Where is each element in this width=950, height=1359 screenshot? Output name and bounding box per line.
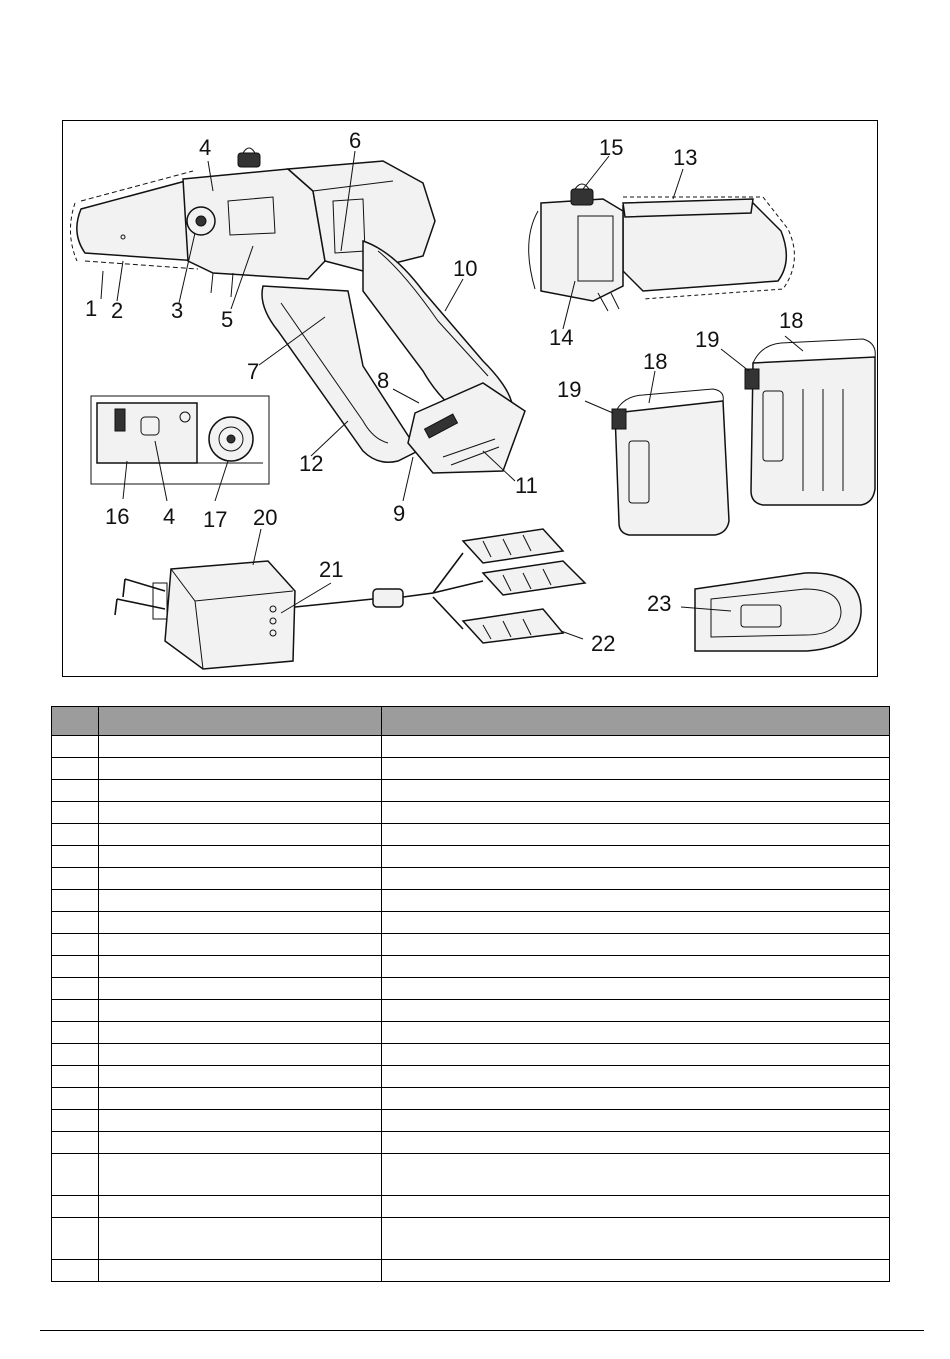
table-row [52,1088,890,1110]
cell-number [52,846,99,868]
cell-name [99,1000,382,1022]
cell-name [99,934,382,956]
cell-description [382,890,890,912]
cell-description [382,1088,890,1110]
cell-description [382,1066,890,1088]
table-row [52,1110,890,1132]
table-header-row [52,707,890,736]
table-row [52,824,890,846]
cell-number [52,802,99,824]
charger-and-adapter [115,529,585,669]
cell-number [52,956,99,978]
callout-21: 21 [319,557,344,582]
cell-description [382,1022,890,1044]
table-row [52,758,890,780]
cell-description [382,780,890,802]
cell-number [52,912,99,934]
cell-description [382,912,890,934]
callout-14: 14 [549,325,574,350]
cell-number [52,758,99,780]
table-row [52,736,890,758]
cell-number [52,1044,99,1066]
callout-16: 16 [105,504,130,529]
table-row [52,1260,890,1282]
cell-description [382,1132,890,1154]
cell-name [99,1218,382,1260]
cell-description [382,934,890,956]
callout-2: 2 [111,298,124,323]
cell-description [382,956,890,978]
callout-10: 10 [453,256,478,281]
cell-description [382,736,890,758]
callout-12: 12 [299,451,324,476]
table-row [52,890,890,912]
footer-divider [40,1330,924,1331]
cell-name [99,1132,382,1154]
cell-number [52,890,99,912]
callout-4-top: 4 [199,135,212,160]
cell-description [382,1000,890,1022]
cell-number [52,1088,99,1110]
cell-name [99,846,382,868]
table-row [52,1066,890,1088]
callout-19-right: 19 [695,327,720,352]
cell-description [382,758,890,780]
table-body [52,736,890,1282]
table-row [52,802,890,824]
cell-name [99,1066,382,1088]
callout-3: 3 [171,298,184,323]
callout-18-left: 18 [643,349,668,374]
cell-number [52,1110,99,1132]
cell-name [99,1044,382,1066]
callout-11: 11 [515,473,538,498]
cell-name [99,1088,382,1110]
callout-13: 13 [673,145,698,170]
cell-description [382,1110,890,1132]
cell-number [52,1260,99,1282]
cell-name [99,978,382,1000]
callout-22: 22 [591,631,616,656]
cell-number [52,736,99,758]
cell-description [382,1218,890,1260]
table-row [52,1044,890,1066]
cell-name [99,736,382,758]
cell-description [382,1044,890,1066]
callout-6: 6 [349,128,362,153]
cell-description [382,1196,890,1218]
cell-name [99,912,382,934]
cell-name [99,1022,382,1044]
callout-20: 20 [253,505,278,530]
cell-description [382,846,890,868]
cell-number [52,824,99,846]
table-row [52,1022,890,1044]
cell-name [99,890,382,912]
cell-name [99,868,382,890]
exploded-view-drawing [63,121,879,678]
callout-19-left: 19 [557,377,582,402]
cell-name [99,824,382,846]
cell-description [382,1260,890,1282]
table-row [52,868,890,890]
table-row [52,912,890,934]
cell-description [382,1154,890,1196]
callout-9: 9 [393,501,406,526]
cell-number [52,978,99,1000]
header-name [99,707,382,736]
cell-name [99,802,382,824]
table-row [52,1218,890,1260]
table-row [52,1132,890,1154]
cell-name [99,780,382,802]
bar-cover [695,573,861,651]
callout-15: 15 [599,135,624,160]
callout-4-inset: 4 [163,504,176,529]
cell-number [52,1218,99,1260]
callout-23: 23 [647,591,672,616]
chainsaw-side-view [529,184,795,311]
cell-number [52,868,99,890]
header-description [382,707,890,736]
cell-description [382,978,890,1000]
cell-name [99,758,382,780]
table-row [52,1000,890,1022]
cell-number [52,1196,99,1218]
cell-number [52,1066,99,1088]
callout-1: 1 [85,296,98,321]
table-row [52,956,890,978]
cell-name [99,1196,382,1218]
table-row [52,846,890,868]
cell-number [52,1022,99,1044]
detail-inset [91,396,269,484]
callout-17: 17 [203,507,228,532]
header-number [52,707,99,736]
table-row [52,978,890,1000]
cell-number [52,934,99,956]
cell-number [52,1132,99,1154]
callout-18-right: 18 [779,308,804,333]
cell-name [99,1154,382,1196]
cell-description [382,824,890,846]
cell-name [99,1110,382,1132]
cell-number [52,780,99,802]
cell-name [99,1260,382,1282]
cell-number [52,1000,99,1022]
table-row [52,934,890,956]
parts-table [51,706,890,1282]
cell-name [99,956,382,978]
table-row [52,1196,890,1218]
table-row [52,1154,890,1196]
product-illustration [62,120,878,677]
callout-5: 5 [221,307,234,332]
callout-8: 8 [377,368,390,393]
cell-description [382,868,890,890]
callout-7: 7 [247,359,260,384]
table-row [52,780,890,802]
cell-number [52,1154,99,1196]
cell-description [382,802,890,824]
